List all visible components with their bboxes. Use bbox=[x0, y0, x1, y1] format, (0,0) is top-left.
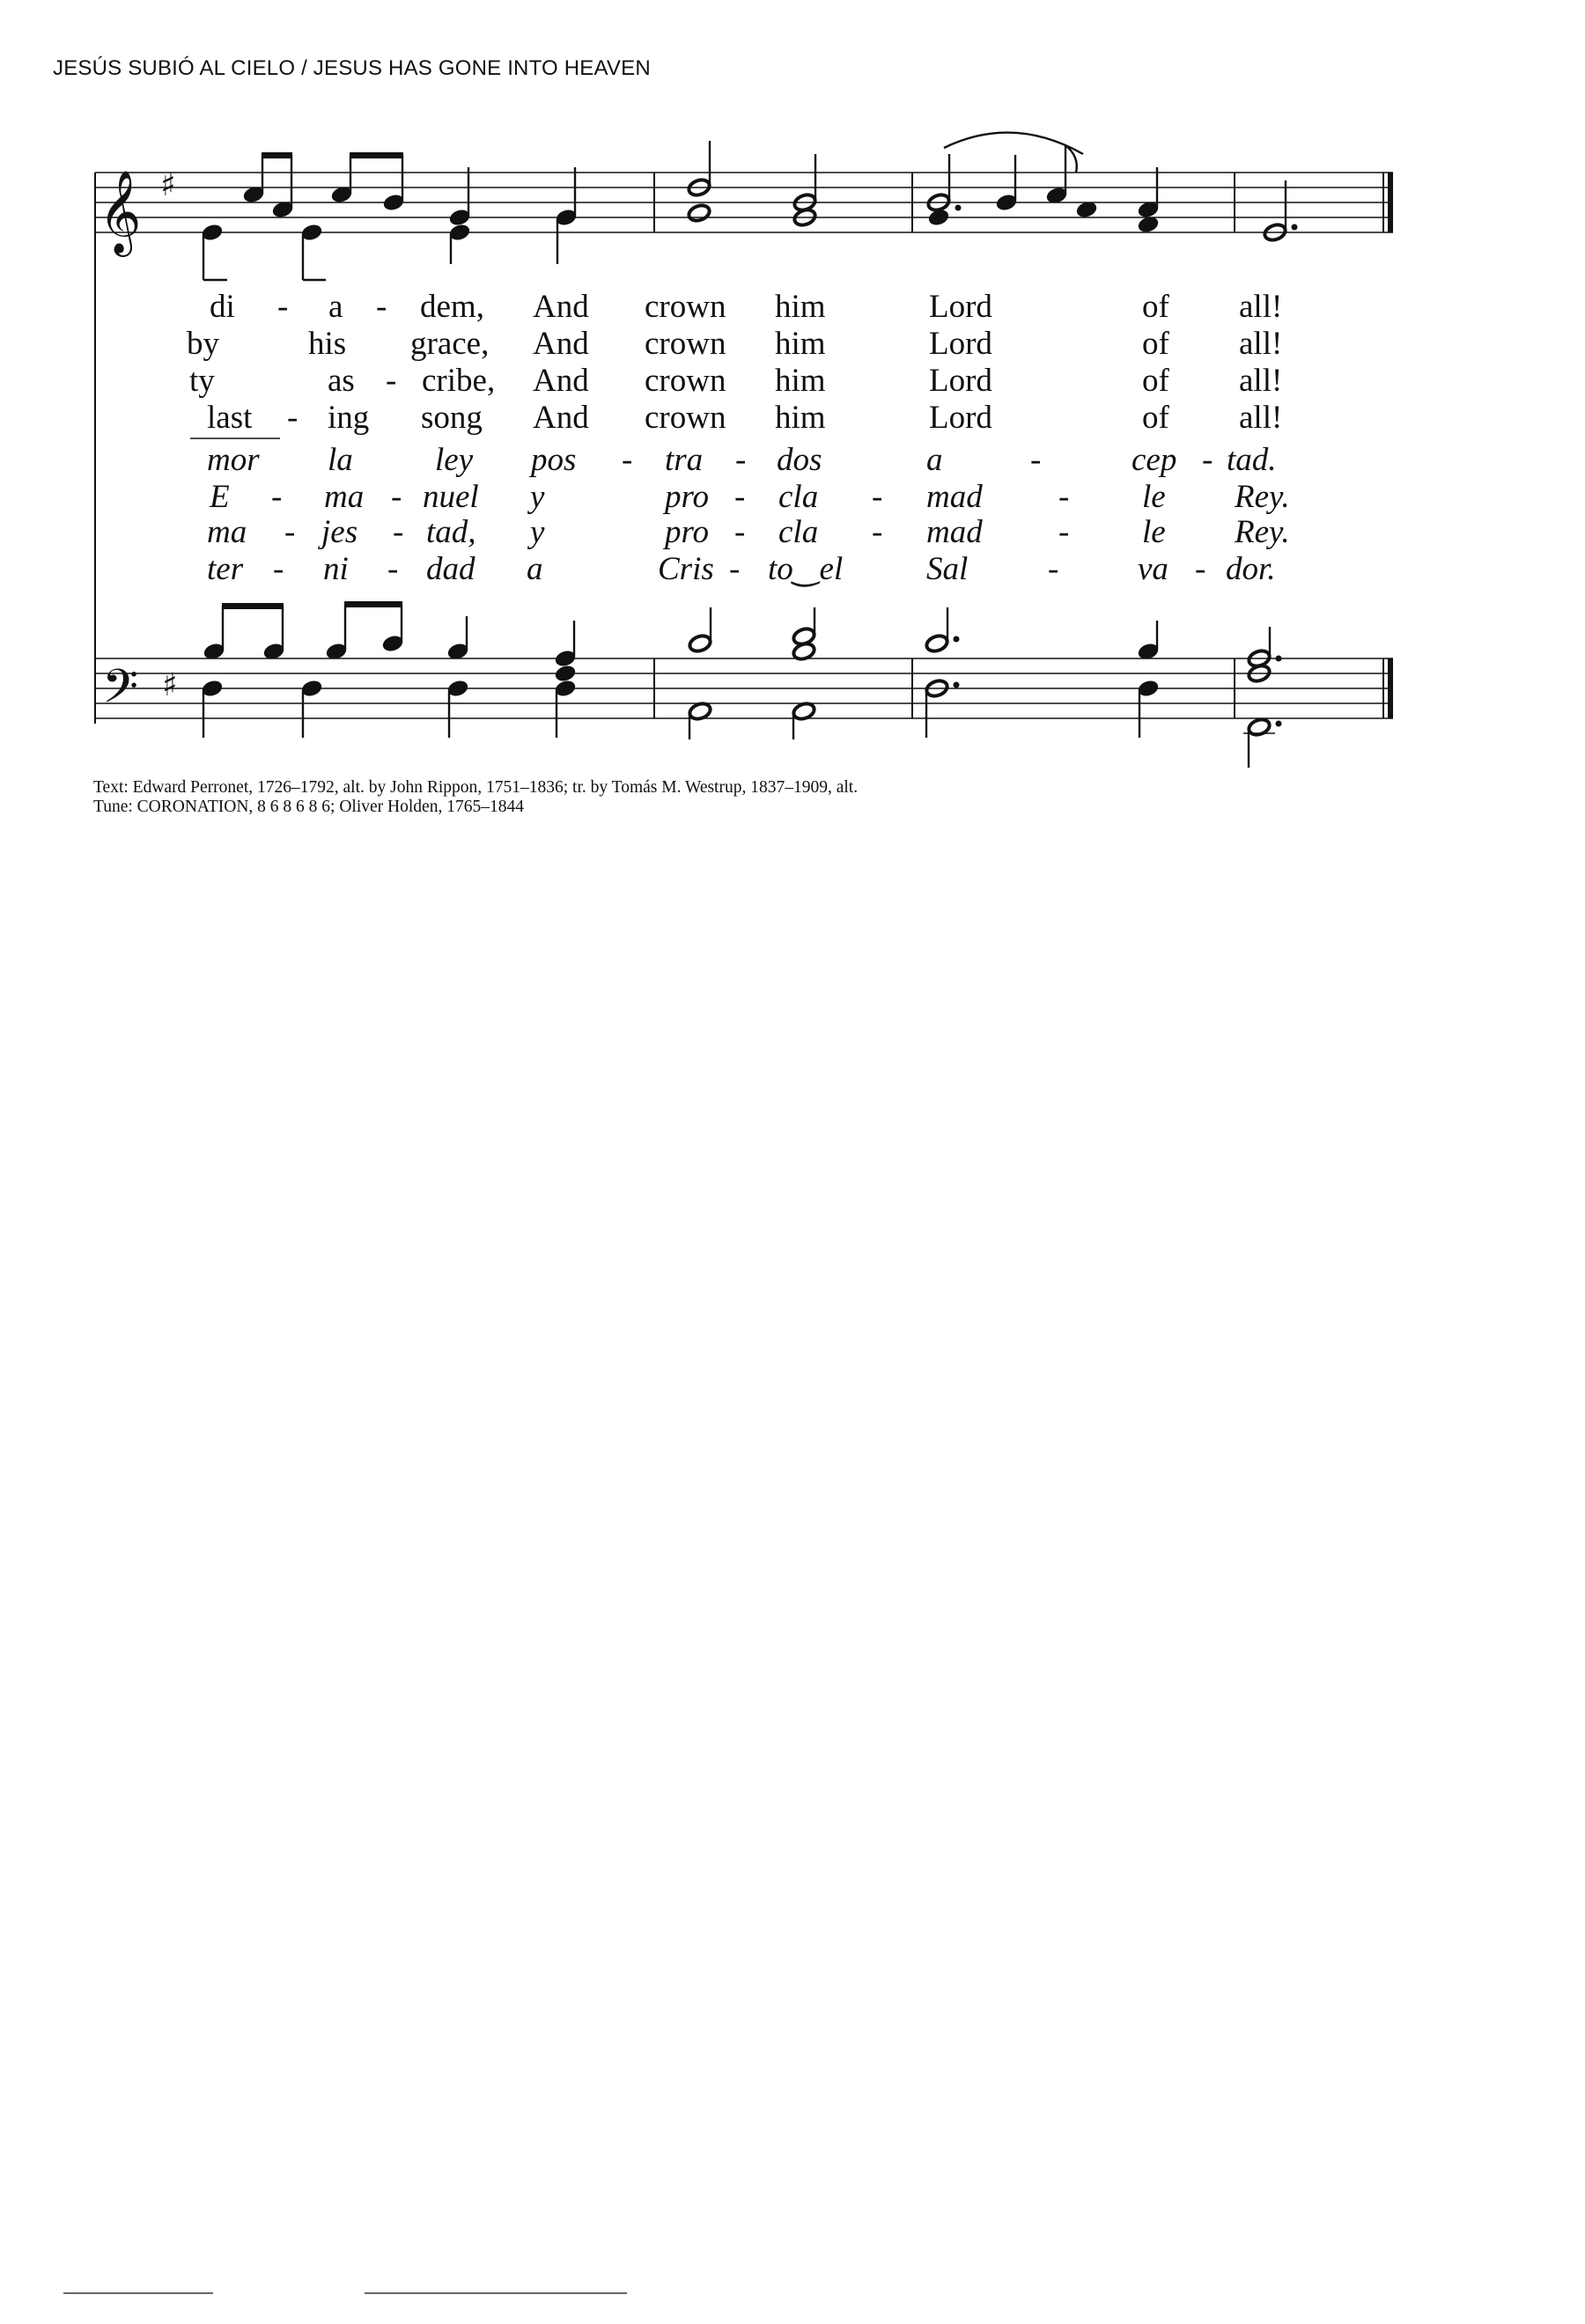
lyric: him bbox=[775, 400, 826, 436]
lyric: mor bbox=[207, 442, 260, 478]
lyric: dem, bbox=[420, 289, 484, 325]
lyric: crown bbox=[645, 326, 726, 362]
lyric: - bbox=[1048, 551, 1059, 587]
lyric: of bbox=[1142, 363, 1169, 399]
lyric: cep bbox=[1132, 442, 1177, 478]
lyric: his bbox=[308, 326, 347, 362]
lyric: of bbox=[1142, 289, 1169, 325]
lyric: grace, bbox=[410, 326, 490, 362]
lyric: pro bbox=[665, 479, 710, 515]
lyric: And bbox=[533, 363, 589, 399]
lyric: - bbox=[387, 551, 399, 587]
lyric: ing bbox=[328, 400, 370, 436]
lyric: pos bbox=[531, 442, 577, 478]
lyric: of bbox=[1142, 400, 1169, 436]
lyric: - bbox=[287, 400, 299, 436]
lyric: - bbox=[734, 479, 746, 515]
lyric: Rey. bbox=[1235, 479, 1290, 515]
lyric: le bbox=[1142, 514, 1166, 550]
treble-staff bbox=[95, 173, 1393, 232]
lyric: song bbox=[421, 400, 483, 436]
lyric: cribe, bbox=[422, 363, 496, 399]
bass-staff bbox=[95, 658, 1393, 718]
lyric: tad, bbox=[426, 514, 476, 550]
lyric: - bbox=[872, 479, 883, 515]
lyric: as bbox=[328, 363, 355, 399]
bass-clef-icon: 𝄢 bbox=[102, 660, 139, 725]
lyrics-spanish bbox=[207, 442, 1290, 587]
sharp-icon: ♯ bbox=[162, 667, 178, 703]
lyric: tad. bbox=[1227, 442, 1277, 478]
lyric: crown bbox=[645, 289, 726, 325]
lyric: Cris bbox=[658, 551, 714, 587]
lyric: - bbox=[1030, 442, 1042, 478]
lyric: - bbox=[1058, 479, 1070, 515]
lyric: Lord bbox=[929, 289, 992, 325]
lyric: all! bbox=[1239, 363, 1283, 399]
lyric: la bbox=[328, 442, 353, 478]
lyric: dor. bbox=[1226, 551, 1276, 587]
lyric: nuel bbox=[423, 479, 479, 515]
lyric: - bbox=[872, 514, 883, 550]
lyric: all! bbox=[1239, 289, 1283, 325]
lyric: - bbox=[277, 289, 289, 325]
lyrics-english bbox=[187, 289, 1282, 436]
lyric: him bbox=[775, 289, 826, 325]
lyric: a bbox=[926, 442, 943, 478]
lyric: ma bbox=[324, 479, 365, 515]
lyric: And bbox=[533, 326, 589, 362]
final-barline-bass bbox=[1388, 658, 1393, 718]
lyric: ter bbox=[207, 551, 244, 587]
lyric: last bbox=[207, 400, 253, 436]
lyric: by bbox=[187, 326, 219, 362]
lyric: - bbox=[391, 479, 402, 515]
lyric: ma bbox=[207, 514, 247, 550]
lyric: of bbox=[1142, 326, 1169, 362]
lyric: - bbox=[1195, 551, 1206, 587]
sharp-icon: ♯ bbox=[160, 167, 176, 203]
lyric: all! bbox=[1239, 326, 1283, 362]
lyric: - bbox=[284, 514, 296, 550]
lyric: Lord bbox=[929, 326, 992, 362]
credits-text: Text: Edward Perronet, 1726–1792, alt. by John Rippon, 1751–1836; tr. by Tomás M. Westrup, 1837–1909, alt. bbox=[93, 778, 859, 797]
lyric: - bbox=[273, 551, 284, 587]
page-title: JESÚS SUBIÓ AL CIELO / JESUS HAS GONE INTO HEAVEN bbox=[53, 56, 651, 80]
lyric: Rey. bbox=[1235, 514, 1290, 550]
lyric: mad bbox=[926, 479, 983, 515]
lyric: Lord bbox=[929, 363, 992, 399]
lyric: - bbox=[386, 363, 397, 399]
lyric: jes bbox=[321, 514, 358, 550]
lyric: dad bbox=[426, 551, 476, 587]
lyric: him bbox=[775, 326, 826, 362]
lyric: cla bbox=[778, 479, 819, 515]
lyric: And bbox=[533, 400, 589, 436]
lyric: - bbox=[393, 514, 404, 550]
lyric: - bbox=[1202, 442, 1213, 478]
lyric: all! bbox=[1239, 400, 1283, 436]
lyric: him bbox=[775, 363, 826, 399]
final-barline-treble bbox=[1388, 173, 1393, 232]
lyric: y bbox=[530, 514, 545, 550]
lyric: a bbox=[527, 551, 543, 587]
lyric: y bbox=[530, 479, 545, 515]
lyric: a bbox=[328, 289, 343, 325]
lyric: - bbox=[729, 551, 741, 587]
credits bbox=[93, 778, 858, 817]
credits-tune: Tune: CORONATION, 8 6 8 6 8 6; Oliver Holden, 1765–1844 bbox=[93, 798, 524, 816]
lyric: ty bbox=[189, 363, 215, 399]
lyric: pro bbox=[665, 514, 710, 550]
lyric: - bbox=[376, 289, 387, 325]
lyric: Sal bbox=[926, 551, 969, 587]
lyric: ley bbox=[435, 442, 474, 478]
lyric: di bbox=[210, 289, 235, 325]
lyric: - bbox=[735, 442, 747, 478]
bass-notes bbox=[201, 601, 1281, 768]
lyric: And bbox=[533, 289, 589, 325]
lyric: mad bbox=[926, 514, 983, 550]
lyric: crown bbox=[645, 400, 726, 436]
lyric: - bbox=[1058, 514, 1070, 550]
lyric: E bbox=[210, 479, 230, 515]
lyric: crown bbox=[645, 363, 726, 399]
lyric: - bbox=[271, 479, 283, 515]
lyric: ni bbox=[323, 551, 349, 587]
treble-notes bbox=[201, 133, 1297, 280]
lyric: tra bbox=[665, 442, 704, 478]
lyric: Lord bbox=[929, 400, 992, 436]
lyric: va bbox=[1138, 551, 1168, 587]
lyric: - bbox=[622, 442, 633, 478]
lyric: to‿el bbox=[768, 551, 844, 587]
lyric: le bbox=[1142, 479, 1166, 515]
treble-clef-icon: 𝄞 bbox=[99, 170, 142, 254]
lyric: dos bbox=[777, 442, 822, 478]
lyric: cla bbox=[778, 514, 819, 550]
lyric: - bbox=[734, 514, 746, 550]
